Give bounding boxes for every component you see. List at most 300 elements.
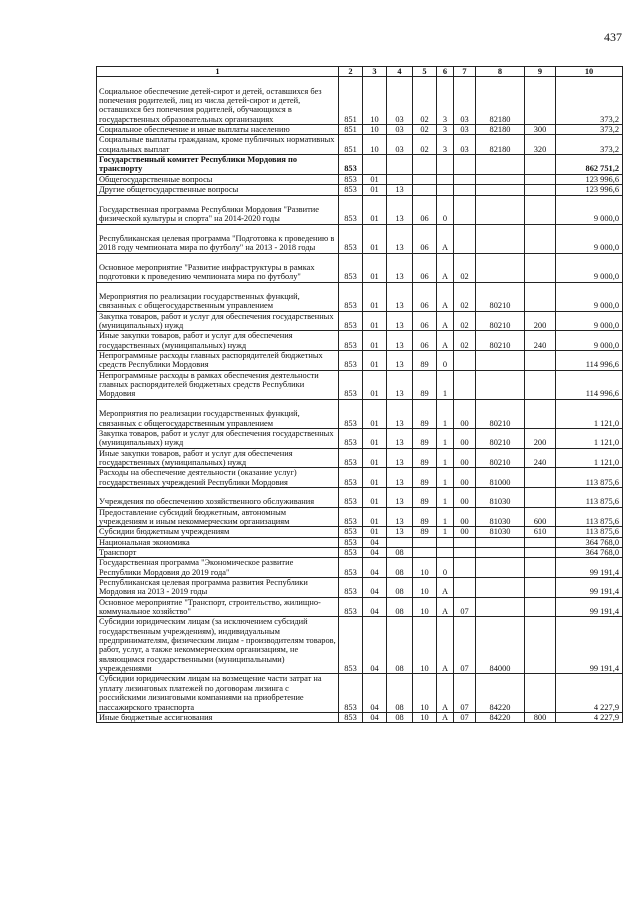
row-admin-code: 853 [339,578,363,598]
header-cell: 2 [339,67,363,77]
row-subprogram-code: А [437,617,454,674]
table-row [97,370,623,399]
row-program-code: 06 [413,311,437,331]
row-subprogram-code: А [437,311,454,331]
row-program-code: 89 [413,487,437,507]
row-direction-code: 81030 [476,527,525,537]
row-subprogram-code [437,547,454,557]
row-subsection-code: 13 [387,224,413,253]
header-cell: 9 [525,67,556,77]
header-row [97,67,623,77]
row-subsection-code: 13 [387,370,413,399]
row-section-code: 04 [363,712,387,722]
row-name: Иные бюджетные ассигнования [97,712,339,722]
row-expense-type-code: 240 [525,448,556,468]
row-amount: 113 875,6 [556,527,623,537]
row-direction-code: 80210 [476,399,525,428]
row-program-code: 02 [413,125,437,135]
row-name: Непрограммные расходы в рамках обеспечения деятельности главных распорядителей бюджетных средств Республики Мордовия [97,370,339,399]
row-subprogram-code: 0 [437,195,454,224]
row-program-code: 10 [413,578,437,598]
row-expense-type-code [525,224,556,253]
row-direction-code [476,597,525,617]
row-section-code: 01 [363,195,387,224]
row-subprogram-code: А [437,331,454,351]
row-subprogram-code: А [437,712,454,722]
row-expense-type-code [525,351,556,371]
row-section-code: 01 [363,487,387,507]
table-row [97,428,623,448]
row-subsection-code: 13 [387,253,413,282]
row-program-code: 10 [413,558,437,578]
row-subprogram-code: 1 [437,487,454,507]
row-direction-code [476,195,525,224]
row-program-code: 06 [413,224,437,253]
row-amount: 9 000,0 [556,195,623,224]
row-subprogram-code: 3 [437,135,454,155]
row-section-code: 04 [363,597,387,617]
row-subsection-code [387,537,413,547]
table-row [97,507,623,527]
row-subsection-code: 08 [387,578,413,598]
header-cell: 3 [363,67,387,77]
row-program-code: 89 [413,527,437,537]
row-section-code: 04 [363,558,387,578]
row-event-code: 02 [454,331,476,351]
row-admin-code: 853 [339,428,363,448]
row-amount: 114 996,6 [556,370,623,399]
row-section-code: 01 [363,507,387,527]
row-subprogram-code: 1 [437,527,454,537]
row-expense-type-code: 320 [525,135,556,155]
row-expense-type-code [525,537,556,547]
row-expense-type-code [525,155,556,175]
table-row [97,282,623,311]
row-section-code: 01 [363,527,387,537]
row-program-code: 89 [413,370,437,399]
row-program-code [413,174,437,184]
row-program-code: 06 [413,282,437,311]
row-name: Основное мероприятие "Транспорт, строительство, жилищно-коммунальное хозяйство" [97,597,339,617]
row-amount: 4 227,9 [556,674,623,712]
row-direction-code [476,558,525,578]
row-admin-code: 853 [339,468,363,488]
row-section-code: 04 [363,537,387,547]
row-amount: 99 191,4 [556,617,623,674]
table-row [97,185,623,195]
row-amount: 1 121,0 [556,448,623,468]
row-program-code [413,155,437,175]
row-amount: 99 191,4 [556,597,623,617]
row-section-code [363,155,387,175]
row-event-code [454,578,476,598]
row-event-code: 00 [454,487,476,507]
table-row [97,195,623,224]
row-expense-type-code [525,185,556,195]
row-program-code: 89 [413,468,437,488]
table-row [97,468,623,488]
row-amount: 123 996,6 [556,174,623,184]
row-section-code: 10 [363,77,387,125]
row-name: Социальное обеспечение и иные выплаты населению [97,125,339,135]
table-row [97,547,623,557]
row-direction-code: 80210 [476,311,525,331]
row-program-code: 06 [413,331,437,351]
row-name: Расходы на обеспечение деятельности (оказание услуг) государственных учреждений Республики Мордовия [97,468,339,488]
row-program-code: 89 [413,399,437,428]
row-subsection-code: 13 [387,448,413,468]
row-event-code [454,370,476,399]
row-amount: 113 875,6 [556,487,623,507]
row-admin-code: 853 [339,537,363,547]
row-subprogram-code: 1 [437,428,454,448]
row-event-code: 00 [454,507,476,527]
row-name: Субсидии юридическим лицам (за исключением субсидий государственным учреждениям), индивидуальным предпринимателям, физическим лицам - производителям товаров, работ, услуг, а также некоммерческим организациям, не являющимся государственными (муниципальными) учреждениями [97,617,339,674]
row-event-code: 07 [454,617,476,674]
row-amount: 1 121,0 [556,399,623,428]
row-subsection-code: 13 [387,185,413,195]
row-direction-code [476,174,525,184]
row-subprogram-code: 1 [437,507,454,527]
row-subprogram-code: А [437,224,454,253]
row-section-code: 04 [363,547,387,557]
row-amount: 373,2 [556,125,623,135]
row-amount: 862 751,2 [556,155,623,175]
row-subprogram-code: А [437,253,454,282]
table-row [97,224,623,253]
row-admin-code: 853 [339,617,363,674]
row-direction-code [476,370,525,399]
row-name: Предоставление субсидий бюджетным, автономным учреждениям и иным некоммерческим организациям [97,507,339,527]
table-row [97,558,623,578]
row-admin-code: 853 [339,507,363,527]
row-admin-code: 853 [339,174,363,184]
row-subsection-code: 08 [387,558,413,578]
row-section-code: 10 [363,135,387,155]
row-name: Субсидии бюджетным учреждениям [97,527,339,537]
row-program-code: 89 [413,428,437,448]
row-admin-code: 853 [339,331,363,351]
row-subprogram-code: 0 [437,558,454,578]
table-row [97,174,623,184]
row-subsection-code: 13 [387,487,413,507]
row-direction-code [476,351,525,371]
row-event-code: 00 [454,428,476,448]
table-row [97,527,623,537]
row-amount: 364 768,0 [556,547,623,557]
row-admin-code: 853 [339,351,363,371]
row-subsection-code: 08 [387,617,413,674]
row-section-code: 10 [363,125,387,135]
row-subprogram-code: А [437,578,454,598]
row-expense-type-code: 610 [525,527,556,537]
header-cell: 4 [387,67,413,77]
row-subsection-code: 13 [387,527,413,537]
row-subprogram-code: 1 [437,399,454,428]
row-direction-code: 82180 [476,135,525,155]
row-direction-code [476,537,525,547]
row-subsection-code [387,155,413,175]
row-subprogram-code: 1 [437,448,454,468]
row-subsection-code: 08 [387,597,413,617]
table-row [97,674,623,712]
row-amount: 9 000,0 [556,224,623,253]
row-subsection-code: 13 [387,282,413,311]
row-name: Общегосударственные вопросы [97,174,339,184]
row-program-code: 10 [413,674,437,712]
row-admin-code: 853 [339,195,363,224]
row-program-code: 89 [413,448,437,468]
row-subsection-code [387,174,413,184]
row-event-code: 00 [454,527,476,537]
row-direction-code: 80210 [476,448,525,468]
row-section-code: 01 [363,428,387,448]
row-direction-code [476,224,525,253]
row-subsection-code: 13 [387,311,413,331]
row-expense-type-code: 600 [525,507,556,527]
row-expense-type-code [525,195,556,224]
row-amount: 364 768,0 [556,537,623,547]
row-admin-code: 853 [339,712,363,722]
row-subsection-code: 08 [387,712,413,722]
row-amount: 99 191,4 [556,558,623,578]
row-amount: 113 875,6 [556,468,623,488]
row-amount: 113 875,6 [556,507,623,527]
row-direction-code [476,547,525,557]
row-amount: 9 000,0 [556,253,623,282]
row-event-code [454,537,476,547]
table-row [97,487,623,507]
row-name: Республиканская целевая программа "Подготовка к проведению в 2018 году чемпионата мира по футболу" на 2013 - 2018 годы [97,224,339,253]
row-direction-code: 82180 [476,125,525,135]
row-name: Мероприятия по реализации государственных функций, связанных с общегосударственным управлением [97,399,339,428]
row-subprogram-code: 3 [437,77,454,125]
row-section-code: 01 [363,370,387,399]
row-expense-type-code [525,370,556,399]
row-direction-code: 84000 [476,617,525,674]
row-admin-code: 851 [339,135,363,155]
header-cell: 8 [476,67,525,77]
table-row [97,155,623,175]
row-subprogram-code: 3 [437,125,454,135]
table-row [97,125,623,135]
row-event-code [454,558,476,578]
row-amount: 99 191,4 [556,578,623,598]
row-subprogram-code: А [437,282,454,311]
row-direction-code: 80210 [476,331,525,351]
row-subsection-code: 03 [387,135,413,155]
row-subsection-code: 03 [387,125,413,135]
row-subprogram-code: 1 [437,468,454,488]
row-name: Социальные выплаты гражданам, кроме публичных нормативных социальных выплат [97,135,339,155]
table-row [97,331,623,351]
row-subsection-code: 13 [387,331,413,351]
row-name: Непрограммные расходы главных распорядителей бюджетных средств Республики Мордовия [97,351,339,371]
row-admin-code: 853 [339,448,363,468]
row-direction-code: 84220 [476,674,525,712]
row-expense-type-code [525,597,556,617]
row-event-code: 02 [454,282,476,311]
header-cell: 7 [454,67,476,77]
row-name: Республиканская целевая программа развития Республики Мордовия на 2013 - 2019 годы [97,578,339,598]
row-event-code [454,195,476,224]
row-admin-code: 853 [339,674,363,712]
row-section-code: 01 [363,331,387,351]
header-cell: 10 [556,67,623,77]
row-name: Учреждения по обеспечению хозяйственного обслуживания [97,487,339,507]
row-admin-code: 853 [339,253,363,282]
row-subsection-code: 13 [387,399,413,428]
row-subprogram-code [437,155,454,175]
row-expense-type-code [525,558,556,578]
row-expense-type-code [525,547,556,557]
row-admin-code: 853 [339,282,363,311]
row-subprogram-code: А [437,674,454,712]
row-program-code [413,185,437,195]
table-row [97,578,623,598]
row-admin-code: 853 [339,597,363,617]
row-section-code: 04 [363,578,387,598]
row-program-code: 02 [413,77,437,125]
row-section-code: 01 [363,468,387,488]
row-program-code: 06 [413,195,437,224]
table-row [97,448,623,468]
row-direction-code: 84220 [476,712,525,722]
row-expense-type-code [525,399,556,428]
table-row [97,135,623,155]
row-subprogram-code [437,537,454,547]
row-expense-type-code: 200 [525,311,556,331]
row-event-code: 03 [454,135,476,155]
row-event-code [454,155,476,175]
row-expense-type-code: 240 [525,331,556,351]
row-event-code: 03 [454,77,476,125]
row-name: Субсидии юридическим лицам на возмещение части затрат на уплату лизинговых платежей по договорам лизинга с российскими лизинговыми компаниями на приобретение пассажирского транспорта [97,674,339,712]
row-amount: 373,2 [556,135,623,155]
row-name: Закупка товаров, работ и услуг для обеспечения государственных (муниципальных) нужд [97,428,339,448]
row-direction-code [476,155,525,175]
row-program-code: 10 [413,597,437,617]
row-section-code: 01 [363,399,387,428]
row-subsection-code: 13 [387,507,413,527]
row-admin-code: 853 [339,487,363,507]
row-event-code: 00 [454,399,476,428]
row-program-code [413,547,437,557]
row-admin-code: 853 [339,155,363,175]
row-amount: 123 996,6 [556,185,623,195]
row-expense-type-code [525,77,556,125]
row-direction-code: 81030 [476,487,525,507]
row-direction-code: 80210 [476,428,525,448]
row-event-code: 03 [454,125,476,135]
row-direction-code [476,253,525,282]
row-admin-code: 853 [339,311,363,331]
row-event-code: 07 [454,597,476,617]
row-subsection-code: 03 [387,77,413,125]
row-direction-code: 81000 [476,468,525,488]
table-row [97,77,623,125]
table-row [97,311,623,331]
row-subprogram-code: 0 [437,351,454,371]
row-subsection-code: 13 [387,468,413,488]
row-subsection-code: 13 [387,428,413,448]
row-section-code: 01 [363,282,387,311]
row-event-code [454,351,476,371]
row-name: Другие общегосударственные вопросы [97,185,339,195]
row-expense-type-code [525,253,556,282]
row-section-code: 01 [363,185,387,195]
row-direction-code: 80210 [476,282,525,311]
row-section-code: 04 [363,617,387,674]
row-section-code: 01 [363,253,387,282]
row-subsection-code: 08 [387,547,413,557]
header-cell: 1 [97,67,339,77]
row-expense-type-code: 200 [525,428,556,448]
row-event-code: 07 [454,674,476,712]
table-row [97,253,623,282]
row-name: Закупка товаров, работ и услуг для обеспечения государственных (муниципальных) нужд [97,311,339,331]
table-row [97,617,623,674]
row-event-code [454,185,476,195]
row-amount: 114 996,6 [556,351,623,371]
table-row [97,597,623,617]
row-name: Государственная программа Республики Мордовия "Развитие физической культуры и спорта" на 2014-2020 годы [97,195,339,224]
budget-table [96,66,623,723]
row-program-code [413,537,437,547]
row-amount: 9 000,0 [556,331,623,351]
row-expense-type-code: 800 [525,712,556,722]
row-section-code: 01 [363,224,387,253]
row-program-code: 89 [413,351,437,371]
row-subprogram-code: 1 [437,370,454,399]
table-row [97,351,623,371]
table-row [97,712,623,722]
row-name: Транспорт [97,547,339,557]
row-name: Мероприятия по реализации государственных функций, связанных с общегосударственным управлением [97,282,339,311]
row-subsection-code: 13 [387,351,413,371]
row-amount: 1 121,0 [556,428,623,448]
row-subprogram-code: А [437,597,454,617]
row-amount: 4 227,9 [556,712,623,722]
row-direction-code [476,578,525,598]
row-name: Иные закупки товаров, работ и услуг для обеспечения государственных (муниципальных) нужд [97,448,339,468]
row-event-code [454,547,476,557]
row-event-code [454,224,476,253]
row-program-code: 89 [413,507,437,527]
row-expense-type-code [525,282,556,311]
row-name: Государственный комитет Республики Мордовия по транспорту [97,155,339,175]
row-event-code: 02 [454,311,476,331]
row-direction-code: 82180 [476,77,525,125]
row-name: Национальная экономика [97,537,339,547]
row-subprogram-code [437,185,454,195]
row-program-code: 10 [413,712,437,722]
row-event-code: 00 [454,448,476,468]
row-subprogram-code [437,174,454,184]
row-expense-type-code [525,674,556,712]
row-amount: 9 000,0 [556,311,623,331]
row-section-code: 01 [363,311,387,331]
row-section-code: 01 [363,174,387,184]
row-admin-code: 853 [339,547,363,557]
page-number: 437 [604,30,622,44]
row-subsection-code: 08 [387,674,413,712]
row-expense-type-code: 300 [525,125,556,135]
row-admin-code: 853 [339,370,363,399]
row-section-code: 04 [363,674,387,712]
row-section-code: 01 [363,351,387,371]
row-direction-code [476,185,525,195]
